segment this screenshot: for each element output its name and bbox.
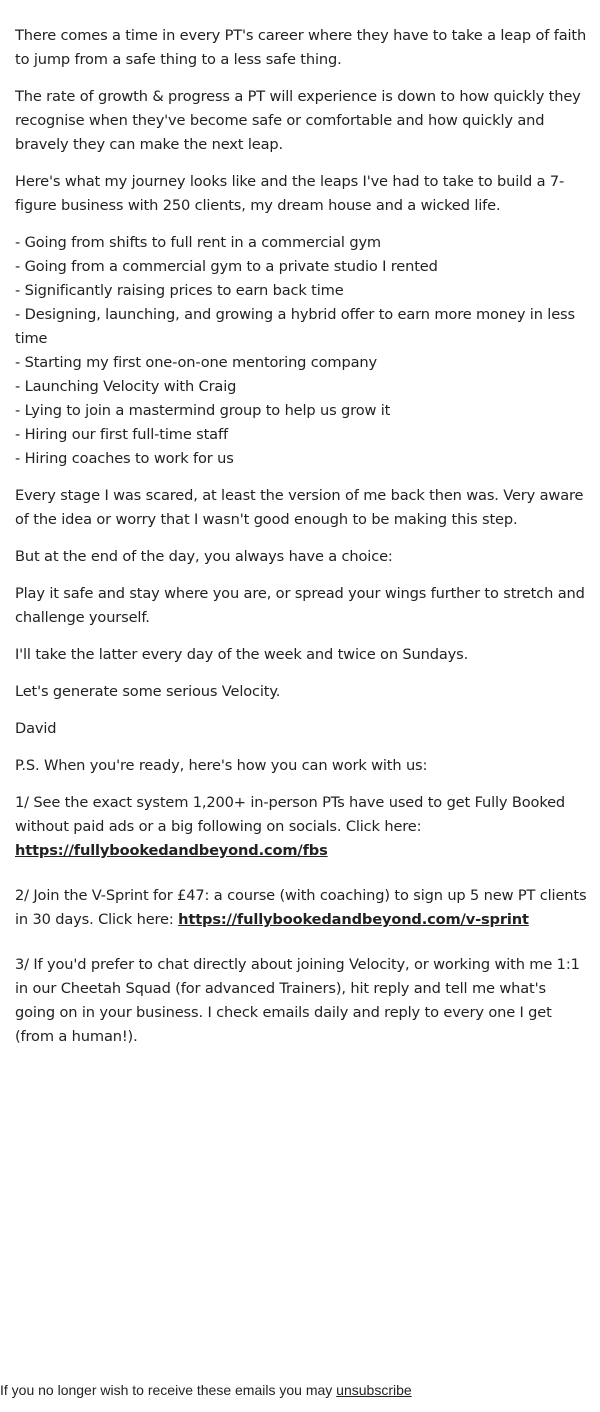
ps-item-fbs <box>15 791 590 863</box>
list-item: - Launching Velocity with Craig <box>15 378 237 395</box>
list-item: - Significantly raising prices to earn back time <box>15 282 344 299</box>
ps-item-v-sprint <box>15 884 590 932</box>
list-item: - Lying to join a mastermind group to help us grow it <box>15 402 391 419</box>
scared-paragraph: Every stage I was scared, at least the version of me back then was. Very aware of the idea or worry that I wasn't good enough to be making this step. <box>15 487 584 528</box>
list-item: - Hiring our first full-time staff <box>15 426 228 443</box>
intro-paragraph: There comes a time in every PT's career where they have to take a leap of faith to jump from a safe thing to a less safe thing. <box>15 27 587 68</box>
journey-paragraph: Here's what my journey looks like and the leaps I've had to take to build a 7-figure business with 250 clients, my dream house and a wicked life. <box>15 173 565 214</box>
ps-item-text: 1/ See the exact system 1,200+ in-person PTs have used to get Fully Booked without paid ads or a big following on socials. Click here: <box>15 794 566 835</box>
list-item: - Going from a commercial gym to a private studio I rented <box>15 258 438 275</box>
play-safe-paragraph: Play it safe and stay where you are, or spread your wings further to stretch and challenge yourself. <box>15 585 585 626</box>
email-body <box>15 24 590 1070</box>
v-sprint-link[interactable]: https://fullybookedandbeyond.com/v-sprint <box>178 911 529 928</box>
ps-item-chat <box>15 953 590 1049</box>
choice-paragraph: But at the end of the day, you always have a choice: <box>15 548 393 565</box>
list-item: - Starting my first one-on-one mentoring company <box>15 354 377 371</box>
list-item: - Hiring coaches to work for us <box>15 450 234 467</box>
ps-item-text: 3/ If you'd prefer to chat directly about joining Velocity, or working with me 1:1 in our Cheetah Squad (for advanced Trainers), hit reply and tell me what's going on in your business. I check emails daily and reply to every one I get (from a human!). <box>15 956 580 1045</box>
velocity-paragraph: Let's generate some serious Velocity. <box>15 683 281 700</box>
signature: David <box>15 720 57 737</box>
footer-text: If you no longer wish to receive these emails you may <box>0 1382 337 1398</box>
unsubscribe-link[interactable]: unsubscribe <box>336 1382 412 1398</box>
email-footer <box>0 1380 412 1400</box>
ps-item-text: 2/ Join the V-Sprint for £47: a course (with coaching) to sign up 5 new PT clients in 30 days. Click here: <box>15 887 587 928</box>
list-item: - Going from shifts to full rent in a commercial gym <box>15 234 381 251</box>
growth-paragraph: The rate of growth & progress a PT will experience is down to how quickly they recognise when they've become safe or comfortable and how quickly and bravely they can make the next leap. <box>15 88 581 153</box>
latter-paragraph: I'll take the latter every day of the week and twice on Sundays. <box>15 646 469 663</box>
list-item: - Designing, launching, and growing a hybrid offer to earn more money in less time <box>15 306 575 347</box>
ps-intro: P.S. When you're ready, here's how you can work with us: <box>15 757 428 774</box>
fbs-link[interactable]: https://fullybookedandbeyond.com/fbs <box>15 842 328 859</box>
journey-list <box>15 231 590 471</box>
